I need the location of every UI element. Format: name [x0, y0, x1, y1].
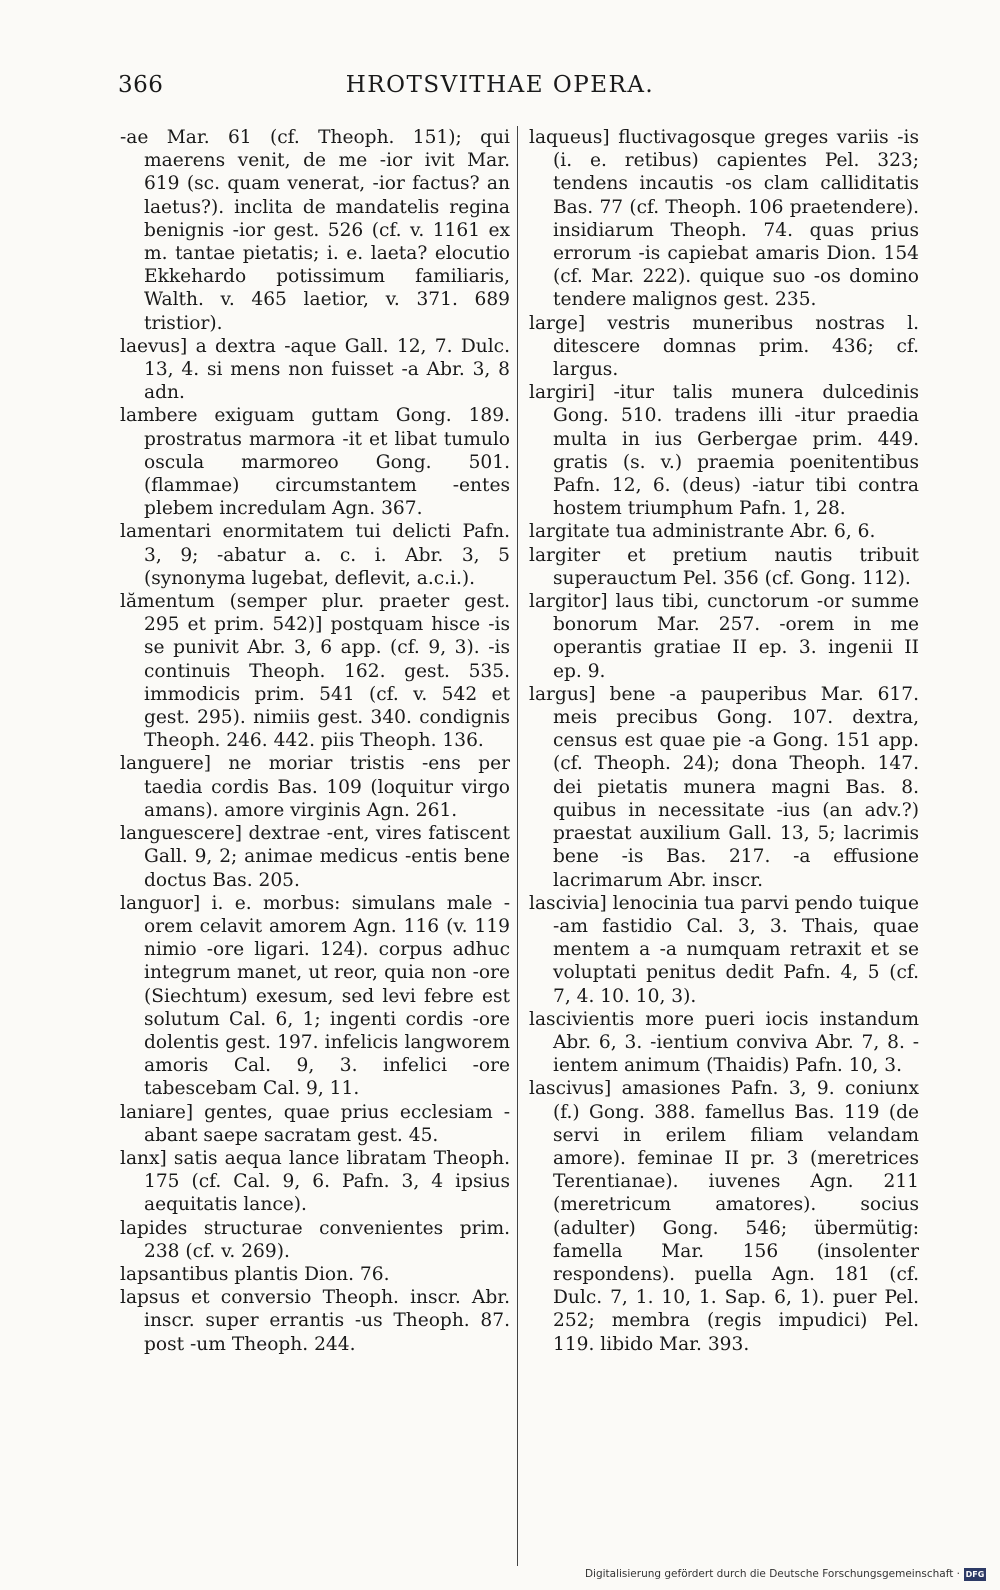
right-column — [529, 126, 925, 1356]
digitization-note: Digitalisierung gefördert durch die Deutsche Forschungsgemeinschaft · — [584, 1568, 960, 1580]
dictionary-entry: laniare] gentes, quae prius ecclesiam -abant saepe sacratam gest. 45. — [120, 1101, 510, 1146]
dictionary-entry: lascivientis more pueri iocis instandum Abr. 6, 3. -ientium conviva Abr. 7, 8. -ientem animum (Thaidis) Pafn. 10, 3. — [529, 1008, 925, 1077]
dictionary-entry: laqueus] fluctivagosque greges variis -is (i. e. retibus) capientes Pel. 323; tendens incautis -os clam calliditatis Bas. 77 (cf. Theoph. 106 praetendere). insidiarum Theoph. 74. quas prius errorum -is capiebat amaris Dion. 154 (cf. Mar. 222). quique suo -os domino tendere malignos gest. 235. — [529, 127, 925, 311]
dictionary-entry: largiter et pretium nautis tribuit superauctum Pel. 356 (cf. Gong. 112). — [529, 544, 925, 589]
dictionary-entry: languescere] dextrae -ent, vires fatiscent Gall. 9, 2; animae medicus -entis bene doctus Bas. 205. — [120, 823, 516, 891]
dictionary-entry: languere] ne moriar tristis -ens per taedia cordis Bas. 109 (loquitur virgo amans). amore virginis Agn. 261. — [120, 753, 516, 821]
page-footer — [0, 1564, 986, 1584]
dictionary-entry: largitate tua administrante Abr. 6, 6. — [529, 521, 876, 543]
dictionary-entry: largus] bene -a pauperibus Mar. 617. meis precibus Gong. 107. dextra, census est quae pie -a Gong. 151 app. (cf. Theoph. 24); dona Theoph. 147. dei pietatis munera magni Bas. 8. quibus in necessitate -ius (an adv.?) praestat auxilium Gall. 13, 5; lacrimis bene -is Bas. 217. -a effusione lacrimarum Abr. inscr. — [529, 683, 925, 891]
dictionary-entry: largiri] -itur talis munera dulcedinis Gong. 510. tradens illi -itur praedia multa in ius Gerbergae prim. 449. gratis (s. v.) praemia poenitentibus Pafn. 12, 6. (deus) -iatur tibi contra hostem triumphum Pafn. 1, 28. — [529, 382, 925, 520]
dictionary-entry: lascivia] lenocinia tua parvi pendo tuique -am fastidio Cal. 3, 3. Thais, quae mentem a -a numquam retraxit et se voluptati penitus dedit Pafn. 4, 5 (cf. 7, 4. 10. 10, 3). — [529, 892, 925, 1007]
dictionary-entry: lapsantibus plantis Dion. 76. — [120, 1263, 390, 1285]
dictionary-entry: large] vestris muneribus nostras l. ditescere domnas prim. 436; cf. largus. — [529, 312, 925, 381]
dictionary-entry: lambere exiguam guttam Gong. 189. prostratus marmora -it et libat tumulo oscula marmoreo Gong. 501. (flammae) circumstantem -entes plebem incredulam Agn. 367. — [120, 405, 516, 520]
left-column — [120, 126, 516, 1356]
dictionary-entry: -ae Mar. 61 (cf. Theoph. 151); qui maerens venit, de me -ior ivit Mar. 619 (sc. quam venerat, -ior factus? an laetus?). inclita de mandatelis regina benignis -ior gest. 526 (cf. v. 1161 ex m. tantae pietatis; i. e. laeta? elocutio Ekkehardo potissimum familiaris, Walth. v. 465 laetior, v. 371. 689 tristior). — [120, 127, 516, 334]
dictionary-entry: lascivus] amasiones Pafn. 3, 9. coniunx (f.) Gong. 388. famellus Bas. 119 (de servi in erilem filiam velandam amore). feminae II pr. 3 (meretrices Terentianae). iuvenes Agn. 211 (meretricum amatores). socius (adulter) Gong. 546; übermütig: famella Mar. 156 (insolenter respondens). puella Agn. 181 (cf. Dulc. 7, 1. 10, 1. Sap. 6, 1). puer Pel. 252; membra (regis impudici) Pel. 119. libido Mar. 393. — [529, 1078, 925, 1355]
dictionary-entry: lanx] satis aequa lance libratam Theoph. 175 (cf. Cal. 9, 6. Pafn. 3, 4 ipsius aequitatis lance). — [120, 1147, 516, 1216]
dictionary-entry: languor] i. e. morbus: simulans male -orem celavit amorem Agn. 116 (v. 119 nimio -ore ligari. 124). corpus adhuc integrum manet, ut reor, quia non -ore (Siechtum) exesum, sed levi febre est solutum Cal. 6, 1; ingenti cordis -ore dolentis gest. 197. infelicis langworem amoris Cal. 9, 3. infelici -ore tabescebam Cal. 9, 11. — [120, 892, 516, 1100]
page-number: 366 — [118, 72, 164, 98]
dictionary-entry: lapsus et conversio Theoph. inscr. Abr. inscr. super errantis -us Theoph. 87. post -um Theoph. 244. — [120, 1287, 516, 1355]
column-divider — [517, 126, 518, 1566]
dictionary-entry: largitor] laus tibi, cunctorum -or summe bonorum Mar. 257. -orem in me operantis gratiae II ep. 3. ingenii II ep. 9. — [529, 591, 925, 682]
dictionary-entry: lămentum (semper plur. praeter gest. 295 et prim. 542)] postquam hisce -is se punivit Abr. 3, 6 app. (cf. 9, 3). -is continuis Theoph. 162. gest. 535. immodicis prim. 541 (cf. v. 542 et gest. 295). nimiis gest. 340. condignis Theoph. 246. 442. piis Theoph. 136. — [120, 591, 516, 752]
running-title: HROTSVITHAE OPERA. — [345, 72, 655, 98]
dictionary-entry: laevus] a dextra -aque Gall. 12, 7. Dulc. 13, 4. si mens non fuisset -a Abr. 3, 8 adn. — [120, 335, 516, 404]
dfg-logo: DFG — [965, 1569, 985, 1579]
page-header — [0, 0, 1000, 110]
dictionary-entry: lapides structurae convenientes prim. 238 (cf. v. 269). — [120, 1217, 516, 1262]
dictionary-entry: lamentari enormitatem tui delicti Pafn. 3, 9; -abatur a. c. i. Abr. 3, 5 (synonyma lugebat, deflevit, a.c.i.). — [120, 521, 516, 589]
